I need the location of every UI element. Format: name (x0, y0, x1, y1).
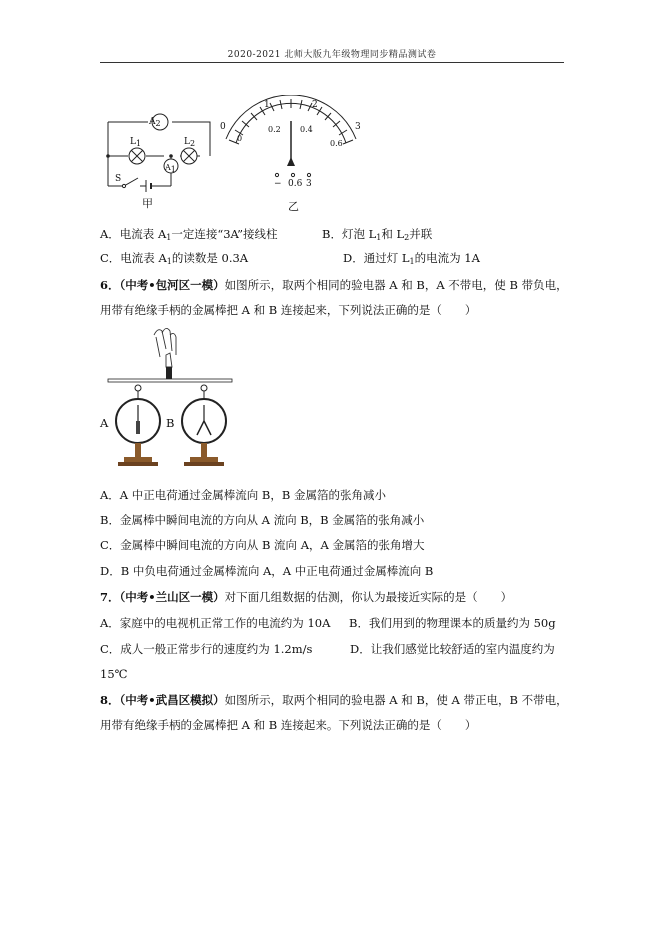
page-header: 2020-2021 北师大版九年级物理同步精品测试卷 (227, 50, 437, 60)
caption-jia: 甲 (142, 197, 153, 210)
caption-yi: 乙 (288, 200, 299, 213)
scale-top-3: 3 (355, 122, 361, 132)
electroscope-a-label: A (100, 416, 109, 430)
a2-label: $A_2$ (149, 117, 161, 128)
q7-option-b: B．我们用到的物理课本的质量约为 50g (349, 616, 556, 630)
q5-option-c: C．电流表 $A_1$的读数是 0.3A (100, 251, 249, 266)
terminal-3: 3 (306, 179, 312, 189)
scale-bottom-0.4: 0.4 (300, 125, 313, 134)
l2-label: $L_2$ (184, 137, 196, 148)
q6-stem-line1: 6．（中考•包河区一模）如图所示，取两个相同的验电器 A 和 B，A 不带电，使 B 带负电， (100, 278, 568, 292)
q7-option-c: C．成人一般正常步行的速度约为 1.2m/s (100, 642, 313, 656)
q5-option-b: B．灯泡 $L_1$和 $L_2$并联 (322, 227, 433, 242)
terminal-0.6: 0.6 (288, 179, 303, 189)
q6-stem-line2: 用带有绝缘手柄的金属棒把 A 和 B 连接起来，下列说法正确的是（ ） (100, 303, 477, 317)
q7-stem: 7．（中考•兰山区一模）对下面几组数据的估测，你认为最接近实际的是（ ） (100, 590, 513, 604)
q8-stem-line1: 8．（中考•武昌区模拟）如图所示，取两个相同的验电器 A 和 B，使 A 带正电，B 不带电， (100, 693, 568, 707)
terminal-minus: − (274, 179, 282, 189)
scale-top-0: 0 (220, 122, 226, 132)
scale-bottom-0.6: 0.6 (330, 139, 343, 148)
scale-top-2: 2 (312, 100, 318, 110)
scale-top-1: 1 (264, 100, 270, 110)
q6-option-b: B．金属棒中瞬间电流的方向从 A 流向 B，B 金属箔的张角减小 (100, 513, 425, 527)
q7-option-d: D．让我们感觉比较舒适的室内温度约为 (350, 642, 555, 656)
q8-stem-line2: 用带有绝缘手柄的金属棒把 A 和 B 连接起来。下列说法正确的是（ ） (100, 718, 477, 732)
scale-bottom-0: 0 (237, 134, 243, 143)
q7-option-a: A．家庭中的电视机正常工作的电流约为 10A (100, 616, 331, 630)
electroscope-figure (100, 323, 240, 475)
scale-bottom-0.2: 0.2 (268, 125, 281, 134)
q6-option-d: D．B 中负电荷通过金属棒流向 A，A 中正电荷通过金属棒流向 B (100, 564, 434, 578)
q6-option-a: A．A 中正电荷通过金属棒流向 B，B 金属箔的张角减小 (100, 488, 386, 502)
a1-label: $A_1$ (165, 163, 176, 174)
q7-option-d-cont: 15℃ (100, 667, 128, 681)
electroscope-b-label: B (166, 416, 175, 430)
q5-option-d: D．通过灯 $L_1$的电流为 1A (343, 251, 480, 266)
q5-option-a: A．电流表 $A_1$一定连接“3A”接线柱 (100, 227, 278, 242)
q6-option-c: C．金属棒中瞬间电流的方向从 B 流向 A，A 金属箔的张角增大 (100, 538, 425, 552)
ammeter-dial (226, 95, 356, 177)
header-rule (100, 62, 564, 63)
switch-label: S (115, 174, 122, 184)
l1-label: $L_1$ (130, 137, 142, 148)
circuit-figure (98, 95, 368, 217)
